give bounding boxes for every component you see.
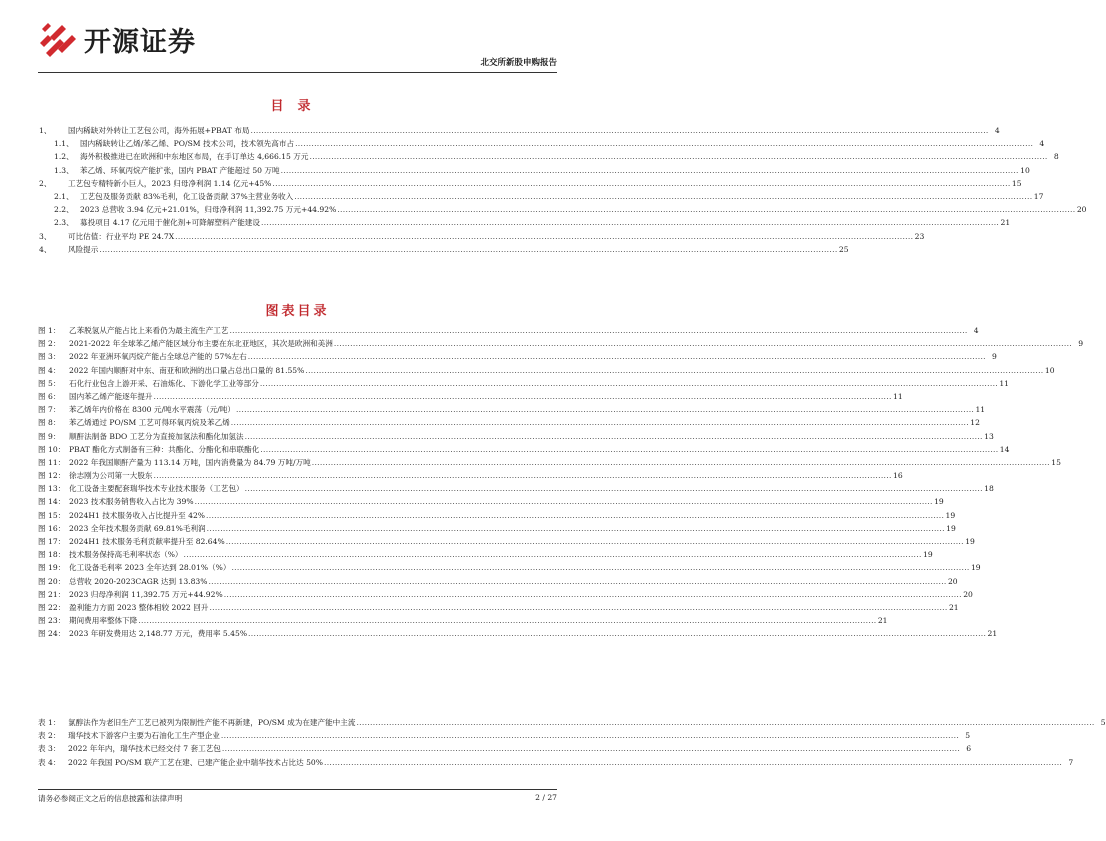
entry-page: 25 <box>838 244 849 254</box>
logo-text: 开源证券 <box>84 27 196 58</box>
figure-entry[interactable] <box>38 588 973 601</box>
entry-page: 19 <box>965 537 975 546</box>
footer-divider <box>38 789 557 790</box>
figure-entry[interactable] <box>38 575 958 588</box>
dot-leader <box>221 729 959 742</box>
entry-text: 2021-2022 年全球苯乙烯产能区域分布主要在东北亚地区，其次是欧洲和美洲 <box>69 339 333 349</box>
entry-page: 4 <box>1039 139 1045 149</box>
entry-text: 2022 年国内顺酐对中东、南亚和欧洲的出口量占总出口量的 81.55% <box>69 365 305 375</box>
figure-entry[interactable] <box>38 535 975 548</box>
dot-leader <box>245 482 983 495</box>
entry-page: 5 <box>965 731 971 741</box>
entry-text: 风险提示 <box>68 244 99 254</box>
entry-number: 图 11： <box>38 457 66 467</box>
figure-entry[interactable] <box>38 469 903 482</box>
dot-leader <box>236 403 974 416</box>
entry-number: 图 5： <box>38 378 61 388</box>
figure-entry[interactable] <box>38 509 956 522</box>
entry-number: 2、 <box>39 178 52 188</box>
entry-number: 图 23： <box>38 616 66 626</box>
entry-number: 3、 <box>39 231 52 241</box>
figure-entry[interactable] <box>38 561 981 574</box>
entry-page: 7 <box>1068 757 1074 767</box>
entry-page: 19 <box>970 563 981 573</box>
entry-text: 2023 全年技术服务贡献 69.81%毛利润 <box>69 523 206 533</box>
entry-text: 国内稀缺转让乙烯/苯乙烯、PO/SM 技术公司，技术领先高市占 <box>80 139 295 149</box>
entry-number: 表 2： <box>38 731 61 741</box>
entry-text: 苯乙烯、环氧丙烷产能扩张，国内 PBAT 产能超过 50 万吨 <box>80 165 280 175</box>
entry-page: 19 <box>923 550 933 560</box>
entry-number: 表 3： <box>38 744 61 754</box>
dot-leader <box>250 124 988 137</box>
toc-entry[interactable] <box>38 124 1000 137</box>
entry-page: 19 <box>945 510 956 520</box>
entry-text: 国内稀缺对外转让工艺包公司，海外拓展+PBAT 布局 <box>68 126 250 135</box>
entry-page: 15 <box>1011 178 1022 188</box>
dot-leader <box>356 716 1094 729</box>
figure-entry[interactable] <box>38 601 959 614</box>
entry-page: 20 <box>963 589 973 599</box>
figure-entry[interactable] <box>38 495 944 508</box>
figures-title: 图表目录 <box>265 304 330 319</box>
table-entry[interactable] <box>38 756 1074 769</box>
dot-leader <box>99 243 837 256</box>
entry-text: 2023 归母净利润 11,392.75 万元+44.92% <box>69 589 223 599</box>
page-number: 2 / 27 <box>535 793 557 802</box>
entry-text: 乙苯脱氢从产能占比上来看仍为最主流生产工艺 <box>69 326 229 335</box>
toc-entry[interactable] <box>38 216 1011 229</box>
entry-page: 21 <box>877 616 888 626</box>
entry-number: 图 14： <box>38 497 66 507</box>
dot-leader <box>305 364 1043 377</box>
entry-page: 15 <box>1051 457 1061 467</box>
figures-list <box>38 324 1084 641</box>
entry-text: 2022 年亚洲环氧丙烷产能占全球总产能的 57%左右 <box>69 352 247 362</box>
dot-leader <box>334 337 1072 350</box>
dot-leader <box>195 495 933 508</box>
entry-number: 图 9： <box>38 431 61 441</box>
entry-page: 12 <box>970 418 980 428</box>
entry-text: 氯醇法作为老旧生产工艺已被列为限制性产能不再新建，PO/SM 成为在建产能中主流 <box>68 718 356 727</box>
toc-entry[interactable] <box>38 164 1030 177</box>
dot-leader <box>260 377 998 390</box>
dot-leader <box>206 509 944 522</box>
entry-page: 17 <box>1033 191 1044 201</box>
entry-text: 总营收 2020-2023CAGR 达到 13.83% <box>69 576 208 586</box>
figure-entry[interactable] <box>38 627 998 640</box>
dot-leader <box>231 416 969 429</box>
toc-list <box>38 124 1087 256</box>
entry-text: 2022 年年内，瑞华技术已经交付 7 套工艺包 <box>68 744 221 754</box>
figure-entry[interactable] <box>38 430 994 443</box>
entry-number: 图 7： <box>38 405 61 415</box>
dot-leader <box>248 350 986 363</box>
entry-number: 图 3： <box>38 352 61 362</box>
entry-number: 图 21： <box>38 589 66 599</box>
dot-leader <box>207 522 945 535</box>
table-entry[interactable] <box>38 716 1106 729</box>
entry-page: 16 <box>893 471 903 481</box>
entry-number: 表 1： <box>38 718 61 727</box>
entry-text: 徐志刚为公司第一大股东 <box>69 471 153 481</box>
dot-leader <box>281 164 1019 177</box>
dot-leader <box>295 137 1033 150</box>
entry-text: 工艺包专精特新小巨人，2023 归母净利润 1.14 亿元+45% <box>68 178 272 188</box>
entry-text: 2022 年我国顺酐产量为 113.14 万吨，国内消费量为 84.79 万吨/万吨 <box>69 457 311 467</box>
entry-text: 国内苯乙烯产能逐年提升 <box>69 391 153 401</box>
entry-page: 21 <box>948 602 959 612</box>
entry-text: 石化行业包含上游开采、石油炼化、下游化学工业等部分 <box>69 378 259 388</box>
entry-text: 瑞华技术下游客户主要为石油化工生产型企业 <box>68 731 220 741</box>
entry-page: 21 <box>1000 218 1011 228</box>
entry-number: 图 1： <box>38 326 61 335</box>
entry-page: 10 <box>1044 365 1055 375</box>
entry-text: 工艺包及服务贡献 83%毛利，化工设备贡献 37%主营业务收入 <box>80 191 294 201</box>
entry-page: 14 <box>999 444 1010 454</box>
dot-leader <box>248 627 986 640</box>
entry-number: 图 10： <box>38 444 66 454</box>
entry-text: 2022 年我国 PO/SM 联产工艺在建、已建产能企业中瑞华技术占比达 50% <box>68 757 323 767</box>
toc-entry[interactable] <box>38 243 849 256</box>
entry-text: 可比估值：行业平均 PE 24.7X <box>68 231 175 241</box>
dot-leader <box>231 561 969 574</box>
entry-number: 图 4： <box>38 365 61 375</box>
dot-leader <box>226 535 964 548</box>
toc-entry[interactable] <box>38 177 1022 190</box>
dot-leader <box>154 390 892 403</box>
figure-entry[interactable] <box>38 482 994 495</box>
entry-page: 9 <box>992 352 997 362</box>
entry-text: 技术服务保持高毛利率状态（%） <box>69 550 183 560</box>
entry-number: 1.1、 <box>54 139 74 149</box>
dot-leader <box>260 443 998 456</box>
dot-leader <box>222 742 960 755</box>
toc-entry[interactable] <box>38 230 925 243</box>
figure-entry[interactable] <box>38 456 1061 469</box>
entry-page: 21 <box>987 629 998 639</box>
entry-page: 11 <box>999 378 1010 388</box>
dot-leader <box>209 601 947 614</box>
company-logo <box>38 20 196 59</box>
entry-page: 6 <box>966 744 972 754</box>
entry-text: 期间费用率整体下降 <box>69 616 138 626</box>
entry-page: 13 <box>984 431 994 441</box>
entry-number: 图 20： <box>38 576 66 586</box>
entry-page: 5 <box>1100 718 1106 727</box>
toc-entry[interactable] <box>38 150 1059 163</box>
entry-text: 盈利能力方面 2023 整体相较 2022 回升 <box>69 602 209 612</box>
report-type-label: 北交所新股申购报告 <box>480 58 557 68</box>
entry-text: PBAT 酯化方式制备有三种：共酯化、分酯化和串联酯化 <box>69 444 260 454</box>
figure-entry[interactable] <box>38 337 1084 350</box>
entry-number: 图 24： <box>38 629 66 639</box>
figure-entry[interactable] <box>38 377 1010 390</box>
entry-text: 2023 技术服务销售收入占比为 39% <box>69 497 194 507</box>
entry-number: 图 2： <box>38 339 61 349</box>
entry-text: 2023 总营收 3.94 亿元+21.01%，归母净利润 11,392.75 万元+44.92% <box>80 205 337 215</box>
entry-text: 募投项目 4.17 亿元用于催化剂+可降解塑料产能建设 <box>80 218 260 228</box>
dot-leader <box>337 203 1075 216</box>
entry-number: 2.3、 <box>54 218 74 228</box>
dot-leader <box>261 216 999 229</box>
figure-entry[interactable] <box>38 522 956 535</box>
dot-leader <box>294 190 1032 203</box>
toc-entry[interactable] <box>38 203 1087 216</box>
entry-number: 图 13： <box>38 484 66 494</box>
entry-number: 图 17： <box>38 537 66 546</box>
toc-entry[interactable] <box>38 190 1044 203</box>
figure-entry[interactable] <box>38 324 979 337</box>
header-divider <box>38 72 557 73</box>
entry-number: 图 16： <box>38 523 66 533</box>
dot-leader <box>245 430 983 443</box>
entry-number: 图 12： <box>38 471 66 481</box>
entry-page: 4 <box>973 326 979 335</box>
entry-number: 2.2、 <box>54 205 74 215</box>
entry-text: 苯乙烯通过 PO/SM 工艺可得环氧丙烷及苯乙烯 <box>69 418 230 428</box>
entry-number: 表 4： <box>38 757 61 767</box>
figure-entry[interactable] <box>38 403 986 416</box>
entry-number: 图 15： <box>38 510 66 520</box>
entry-page: 18 <box>984 484 994 494</box>
figure-entry[interactable] <box>38 390 903 403</box>
entry-text: 化工设备主要配套瑞华技术专业技术服务（工艺包） <box>69 484 244 494</box>
entry-page: 8 <box>1053 152 1059 162</box>
entry-page: 11 <box>893 391 903 401</box>
entry-page: 19 <box>934 497 944 507</box>
entry-number: 2.1、 <box>54 191 74 201</box>
dot-leader <box>208 575 946 588</box>
dot-leader <box>224 588 962 601</box>
dot-leader <box>154 469 892 482</box>
entry-page: 11 <box>975 405 986 415</box>
footer-disclaimer: 请务必参阅正文之后的信息披露和法律声明 <box>38 794 183 803</box>
figure-entry[interactable] <box>38 443 1010 456</box>
entry-text: 化工设备毛利率 2023 全年达到 28.01%（%） <box>69 563 231 573</box>
entry-text: 2024H1 技术服务毛利贡献率提升至 82.64% <box>69 537 225 546</box>
entry-page: 20 <box>947 576 958 586</box>
dot-leader <box>138 614 876 627</box>
entry-page: 4 <box>994 126 1000 135</box>
entry-text: 2024H1 技术服务收入占比提升至 42% <box>69 510 206 520</box>
dot-leader <box>229 324 967 337</box>
figure-entry[interactable] <box>38 364 1055 377</box>
figure-entry[interactable] <box>38 350 997 363</box>
entry-number: 1.2、 <box>54 152 74 162</box>
entry-number: 1、 <box>39 126 52 135</box>
logo-mark-icon <box>38 23 78 57</box>
dot-leader <box>309 150 1047 163</box>
dot-leader <box>184 548 922 561</box>
entry-number: 图 22： <box>38 602 66 612</box>
figure-entry[interactable] <box>38 416 980 429</box>
entry-text: 苯乙烯年内价格在 8300 元/吨水平震荡（元/吨） <box>69 405 235 415</box>
entry-page: 19 <box>946 523 956 533</box>
page-header <box>38 18 557 72</box>
entry-number: 图 18： <box>38 550 66 560</box>
dot-leader <box>312 456 1050 469</box>
entry-text: 2023 年研发费用达 2,148.77 万元，费用率 5.45% <box>69 629 248 639</box>
toc-entry[interactable] <box>38 137 1045 150</box>
figure-entry[interactable] <box>38 614 888 627</box>
dot-leader <box>272 177 1010 190</box>
table-entry[interactable] <box>38 729 971 742</box>
entry-number: 4、 <box>39 244 52 254</box>
entry-number: 图 8： <box>38 418 61 428</box>
entry-number: 图 19： <box>38 563 66 573</box>
table-entry[interactable] <box>38 742 972 755</box>
figure-entry[interactable] <box>38 548 933 561</box>
entry-page: 20 <box>1076 205 1087 215</box>
tables-list <box>38 716 1106 769</box>
dot-leader <box>324 756 1062 769</box>
entry-number: 1.3、 <box>54 165 74 175</box>
entry-text: 海外积极推进已在欧洲和中东地区布局，在手订单达 4,666.15 万元 <box>80 152 309 162</box>
entry-text: 顺酐法制备 BDO 工艺分为直接加氢法和酯化加氢法 <box>69 431 244 441</box>
entry-number: 图 6： <box>38 391 61 401</box>
toc-title: 目录 <box>270 99 325 114</box>
entry-page: 23 <box>914 231 925 241</box>
entry-page: 9 <box>1078 339 1084 349</box>
dot-leader <box>175 230 913 243</box>
entry-page: 10 <box>1020 165 1030 175</box>
